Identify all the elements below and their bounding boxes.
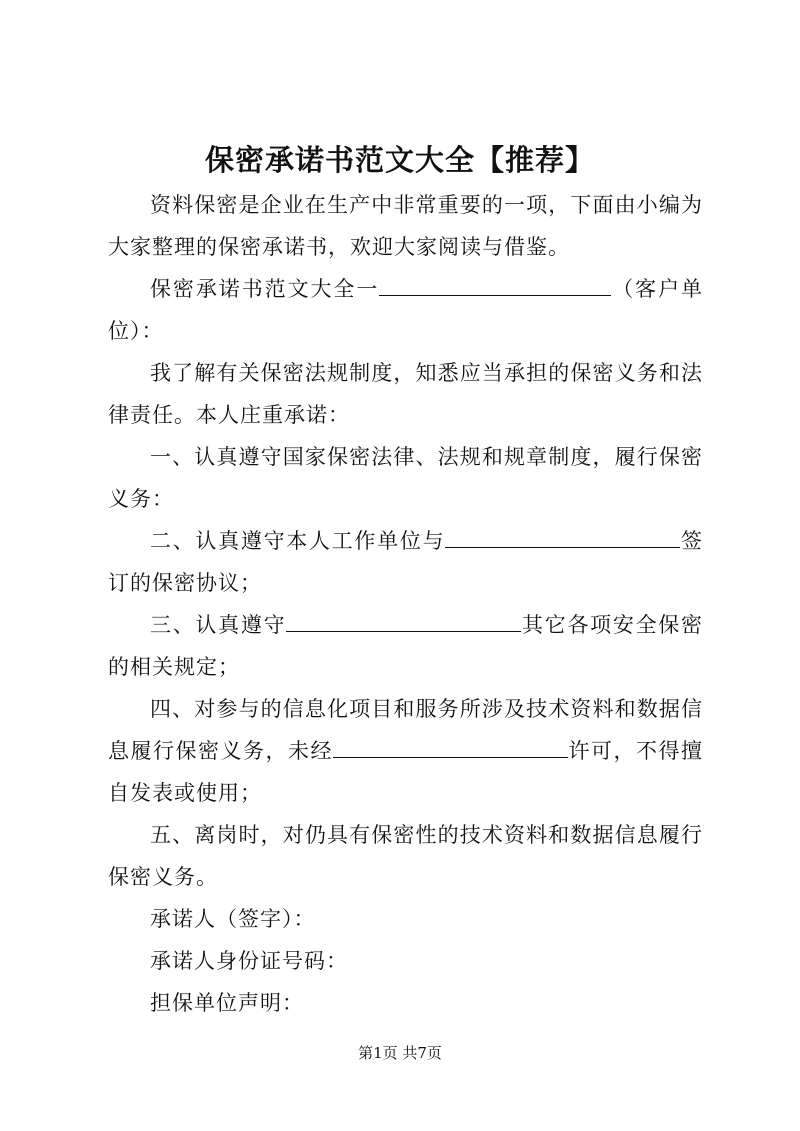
- regulation-blank: [286, 611, 521, 632]
- item-4-paragraph: [108, 688, 703, 814]
- item-3-paragraph: [108, 604, 703, 688]
- permission-blank: [333, 737, 568, 758]
- intro-paragraph: 资料保密是企业在生产中非常重要的一项，下面由小编为大家整理的保密承诺书，欢迎大家阅读与借鉴。: [108, 193, 703, 259]
- page-footer: 第1页 共7页: [358, 1044, 442, 1062]
- sample-heading-prefix: 保密承诺书范文大全一: [150, 277, 380, 301]
- item-5-paragraph: 五、离岗时，对仍具有保密性的技术资料和数据信息履行保密义务。: [108, 823, 703, 889]
- item-1-paragraph: 一、认真遵守国家保密法律、法规和规章制度，履行保密义务：: [108, 445, 703, 511]
- item-2-suffix: 签订的保密协议；: [108, 529, 704, 595]
- client-unit-blank: [379, 275, 611, 296]
- document-title: 保密承诺书范文大全【推荐】: [204, 143, 595, 177]
- guarantor-line: 担保单位声明：: [150, 991, 304, 1015]
- item-3-prefix: 三、认真遵守: [150, 613, 287, 637]
- acknowledge-paragraph: 我了解有关保密法规制度，知悉应当承担的保密义务和法律责任。本人庄重承诺：: [108, 361, 703, 427]
- item-2-paragraph: [108, 520, 703, 604]
- document-body: [108, 184, 703, 1024]
- signer-line: 承诺人（签字）：: [150, 907, 316, 931]
- item-4-prefix: 四、对参与的信息化项目和服务所涉及技术资料和数据信息履行保密义务，未经: [108, 697, 703, 763]
- work-unit-blank: [445, 527, 680, 548]
- item-2-prefix: 二、认真遵守本人工作单位与: [150, 529, 446, 553]
- sample-heading-paragraph: [108, 268, 703, 352]
- item-3-suffix: 其它各项安全保密的相关规定；: [108, 613, 704, 679]
- item-4-suffix: 许可，不得擅自发表或使用；: [108, 739, 703, 805]
- signer-id-line: 承诺人身份证号码：: [150, 949, 348, 973]
- sample-heading-suffix: （客户单位）：: [108, 277, 704, 343]
